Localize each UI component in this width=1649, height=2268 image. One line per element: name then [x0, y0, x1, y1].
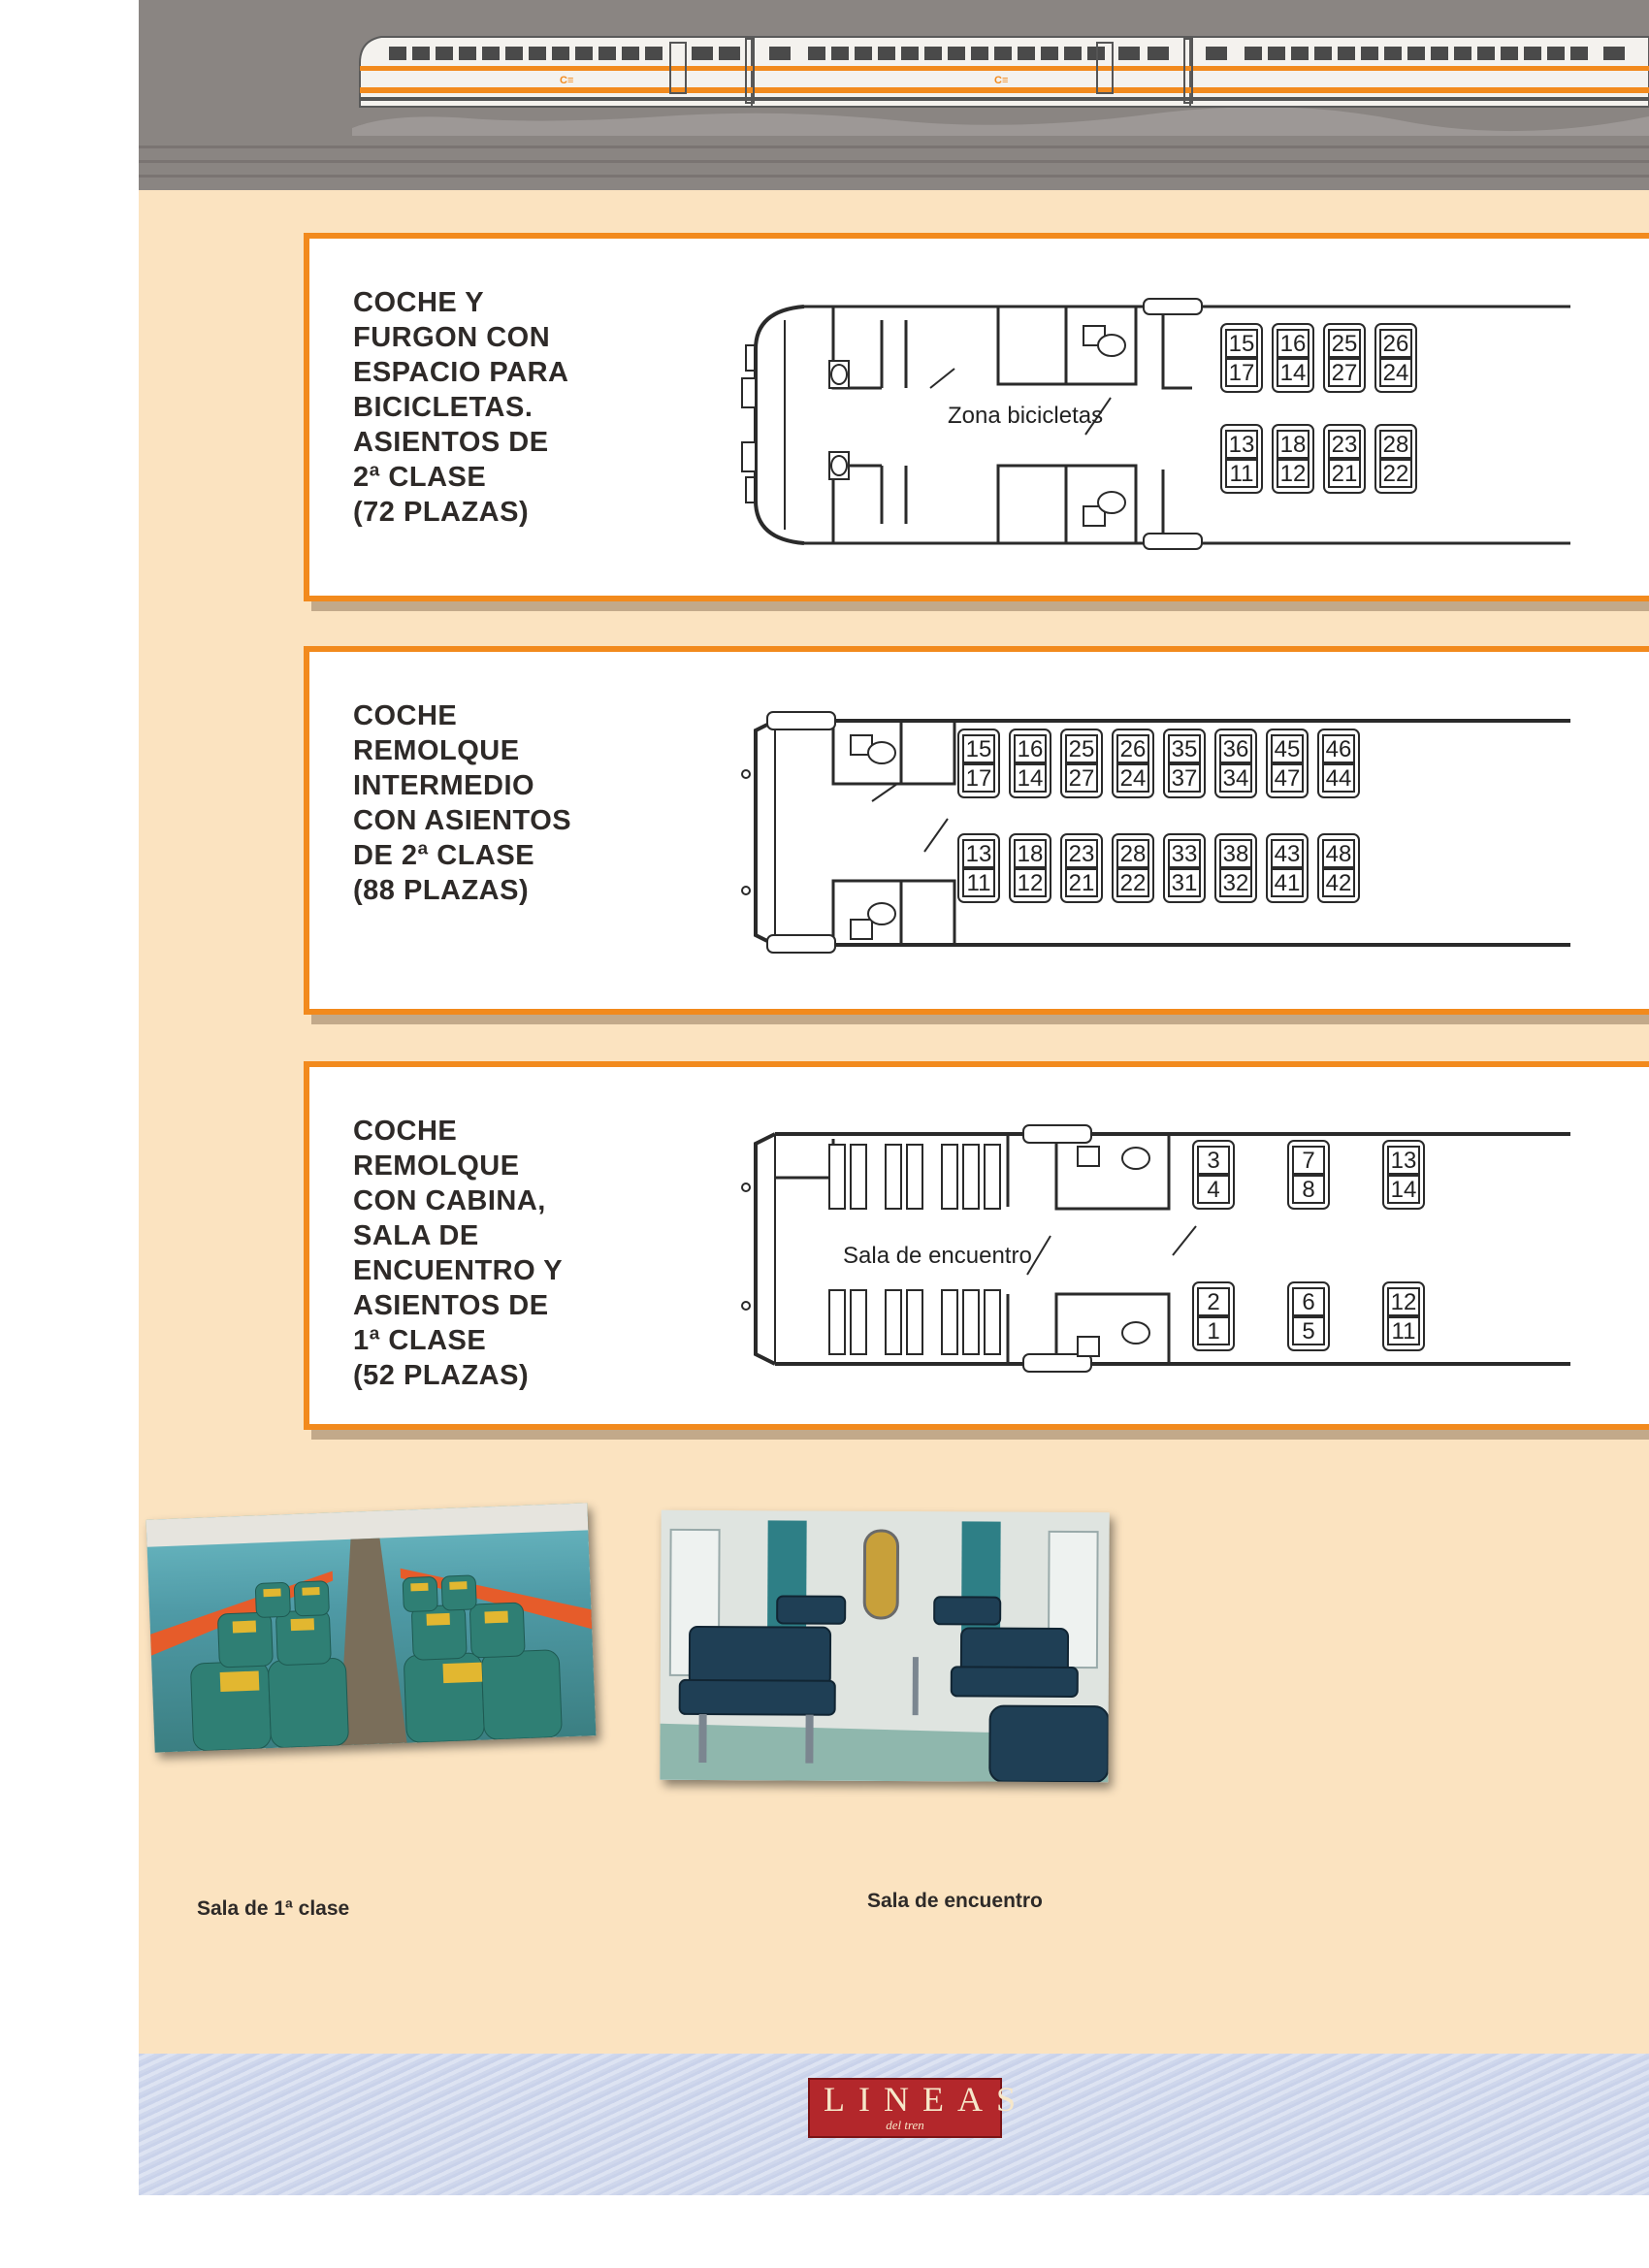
- coach-floorplan: [736, 677, 1570, 968]
- toilet-icon: [1078, 1147, 1149, 1356]
- seat-number: 25: [1331, 331, 1358, 357]
- seat-number: 7: [1302, 1148, 1315, 1174]
- seat-number: 36: [1222, 736, 1249, 762]
- seat-number: 42: [1325, 870, 1352, 896]
- seat-pair: [1164, 834, 1205, 902]
- seat-number: 17: [1228, 360, 1255, 386]
- seat-pair: [1267, 729, 1308, 797]
- coach-floorplan: [736, 262, 1570, 553]
- seat-pair: [1113, 729, 1153, 797]
- coach-card-cabin-lounge: [304, 1061, 1649, 1430]
- seat-pair: [1288, 1141, 1329, 1209]
- seat-pair: [958, 834, 999, 902]
- seat-pair: [1164, 729, 1205, 797]
- seat-number: 38: [1222, 841, 1249, 867]
- seat-pair: [1267, 834, 1308, 902]
- coach-title: COCHE REMOLQUE CON CABINA, SALA DE ENCUENTRO Y ASIENTOS DE 1ª CLASE (52 PLAZAS): [353, 1116, 564, 1391]
- coach-title: COCHE REMOLQUE INTERMEDIO CON ASIENTOS DE 2ª CLASE (88 PLAZAS): [353, 700, 572, 906]
- seat-number: 34: [1222, 765, 1249, 792]
- seat-number: 12: [1017, 870, 1044, 896]
- seat-pair: [1375, 425, 1416, 493]
- seat-number: 12: [1390, 1289, 1417, 1315]
- seat-pair: [1383, 1282, 1424, 1350]
- seat-pair: [1375, 324, 1416, 392]
- seat-number: 16: [1279, 331, 1307, 357]
- header-band: [139, 0, 1649, 190]
- seat-number: 13: [1228, 432, 1255, 458]
- seat-number: 31: [1171, 870, 1198, 896]
- seat-number: 8: [1302, 1177, 1315, 1203]
- seat-pair: [1215, 729, 1256, 797]
- seat-number: 1: [1207, 1318, 1220, 1345]
- seat-number: 23: [1331, 432, 1358, 458]
- seat-number: 44: [1325, 765, 1352, 792]
- seat-number: 5: [1302, 1318, 1315, 1345]
- seat-number: 24: [1382, 360, 1409, 386]
- seat-number: 22: [1119, 870, 1147, 896]
- seat-number: 21: [1331, 461, 1358, 487]
- train-logo-text: C≡: [560, 75, 574, 86]
- seat-number: 27: [1331, 360, 1358, 386]
- seat-number: 15: [1228, 331, 1255, 357]
- seat-pair: [1221, 425, 1262, 493]
- seat-number: 25: [1068, 736, 1095, 762]
- train-side-view-image: [352, 19, 1649, 136]
- seat-number: 14: [1017, 765, 1044, 792]
- seat-pair: [1061, 729, 1102, 797]
- seat-number: 41: [1274, 870, 1301, 896]
- coach-card-bicycle-van: [304, 233, 1649, 601]
- lineas-del-tren-logo: LINEAS del tren: [808, 2078, 1002, 2138]
- seat-number: 35: [1171, 736, 1198, 762]
- seat-pair: [958, 729, 999, 797]
- seat-pair: [1010, 729, 1051, 797]
- seat-number: 26: [1119, 736, 1147, 762]
- coach-title: COCHE Y FURGON CON ESPACIO PARA BICICLETAS. ASIENTOS DE 2ª CLASE (72 PLAZAS): [353, 287, 569, 528]
- seat-pair: [1383, 1141, 1424, 1209]
- seat-number: 23: [1068, 841, 1095, 867]
- seat-number: 46: [1325, 736, 1352, 762]
- seat-number: 6: [1302, 1289, 1315, 1315]
- seat-number: 11: [966, 870, 991, 896]
- zone-label: Sala de encuentro: [843, 1243, 1032, 1269]
- first-class-interior-photo: [146, 1503, 597, 1752]
- seat-pair: [1318, 729, 1359, 797]
- seat-number: 13: [1390, 1148, 1417, 1174]
- photo-caption: Sala de 1ª clase: [197, 1897, 350, 1920]
- coach-card-intermediate: [304, 646, 1649, 1015]
- seat-number: 32: [1222, 870, 1249, 896]
- seat-number: 48: [1325, 841, 1352, 867]
- seat-number: 12: [1279, 461, 1307, 487]
- seat-number: 28: [1382, 432, 1409, 458]
- seat-number: 11: [1391, 1318, 1416, 1345]
- seat-number: 47: [1274, 765, 1301, 792]
- toilet-icon: [851, 735, 895, 939]
- seat-number: 33: [1171, 841, 1198, 867]
- seat-pair: [1318, 834, 1359, 902]
- seat-pair: [1010, 834, 1051, 902]
- seat-number: 14: [1279, 360, 1307, 386]
- seat-pair: [1113, 834, 1153, 902]
- seat-number: 18: [1279, 432, 1307, 458]
- zone-label: Zona bicicletas: [948, 403, 1104, 429]
- seat-number: 13: [965, 841, 992, 867]
- seat-number: 4: [1207, 1177, 1220, 1203]
- seat-number: 11: [1229, 461, 1254, 487]
- seat-number: 14: [1390, 1177, 1417, 1203]
- seat-number: 15: [965, 736, 992, 762]
- seat-number: 3: [1207, 1148, 1220, 1174]
- seat-pair: [1273, 324, 1313, 392]
- seat-number: 27: [1068, 765, 1095, 792]
- seat-number: 24: [1119, 765, 1147, 792]
- seat-number: 2: [1207, 1289, 1220, 1315]
- seat-number: 17: [965, 765, 992, 792]
- seat-number: 22: [1382, 461, 1409, 487]
- seat-number: 21: [1068, 870, 1095, 896]
- seat-pair: [1193, 1282, 1234, 1350]
- meeting-lounge-photo: [660, 1510, 1109, 1782]
- seat-number: 37: [1171, 765, 1198, 792]
- seat-number: 43: [1274, 841, 1301, 867]
- seat-number: 45: [1274, 736, 1301, 762]
- coach-floorplan: [736, 1100, 1570, 1391]
- magazine-page: [139, 0, 1649, 2195]
- seat-number: 28: [1119, 841, 1147, 867]
- photo-caption: Sala de encuentro: [867, 1890, 1043, 1912]
- seat-number: 26: [1382, 331, 1409, 357]
- seat-pair: [1215, 834, 1256, 902]
- seat-pair: [1324, 324, 1365, 392]
- seat-pair: [1273, 425, 1313, 493]
- train-logo-text: C≡: [994, 75, 1009, 86]
- seat-pair: [1221, 324, 1262, 392]
- seat-number: 18: [1017, 841, 1044, 867]
- seat-pair: [1324, 425, 1365, 493]
- seat-pair: [1193, 1141, 1234, 1209]
- seat-number: 16: [1017, 736, 1044, 762]
- seat-pair: [1061, 834, 1102, 902]
- seat-pair: [1288, 1282, 1329, 1350]
